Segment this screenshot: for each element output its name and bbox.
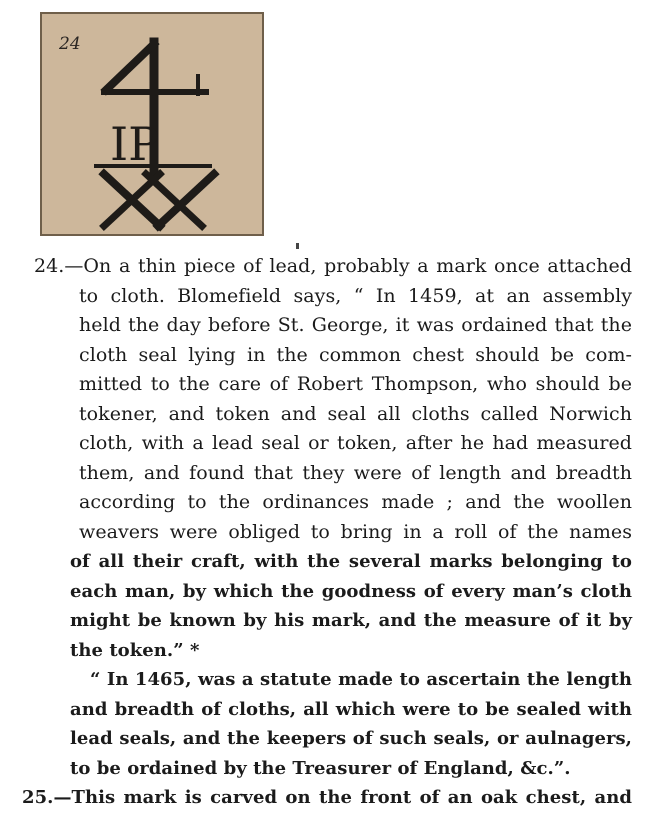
- bold-text-block: [22, 547, 632, 813]
- monogram-text: IP: [110, 117, 160, 171]
- text-line: weavers were obliged to bring in a roll of the names: [79, 520, 632, 543]
- merchant-mark-image: [42, 14, 262, 234]
- text-line: of all their craft, with the several marks belonging to: [70, 551, 632, 572]
- text-line: tokener, and token and seal all cloths called Norwich: [79, 402, 632, 425]
- text-line: the token.” *: [70, 639, 200, 661]
- text-line: lead seals, and the keepers of such seals, or aulnagers,: [70, 728, 632, 749]
- mark: [296, 243, 299, 249]
- text-line: might be known by his mark, and the measure of it by: [70, 610, 632, 631]
- text-line: mitted to the care of Robert Thompson, who should be: [79, 373, 632, 395]
- text-line: cloth seal lying in the common chest should be com-: [79, 343, 632, 366]
- text-line: 24.—On a thin piece of lead, probably a mark once attached: [34, 255, 632, 277]
- article-text: [22, 252, 632, 813]
- text-line: and breadth of cloths, all which were to be sealed with: [70, 698, 632, 720]
- text-line: “ In 1465, was a statute made to ascertain the length: [90, 669, 632, 690]
- text-line: according to the ordinances made ; and the woollen: [79, 491, 632, 513]
- text-line: held the day before St. George, it was ordained that the: [79, 314, 632, 336]
- cloth-seal-figure: [40, 12, 264, 236]
- text-line: each man, by which the goodness of every man’s cloth: [70, 580, 632, 602]
- text-line: cloth, with a lead seal or token, after he had measured: [79, 432, 632, 454]
- figure-number: 24: [59, 34, 81, 54]
- text-line: them, and found that they were of length and breadth: [79, 461, 632, 484]
- text-line: to cloth. Blomefield says, “ In 1459, at an assembly: [79, 284, 632, 307]
- text-line: to be ordained by the Treasurer of England, &c.”.: [70, 757, 571, 779]
- text-line: 25.—This mark is carved on the front of an oak chest, and: [22, 787, 632, 808]
